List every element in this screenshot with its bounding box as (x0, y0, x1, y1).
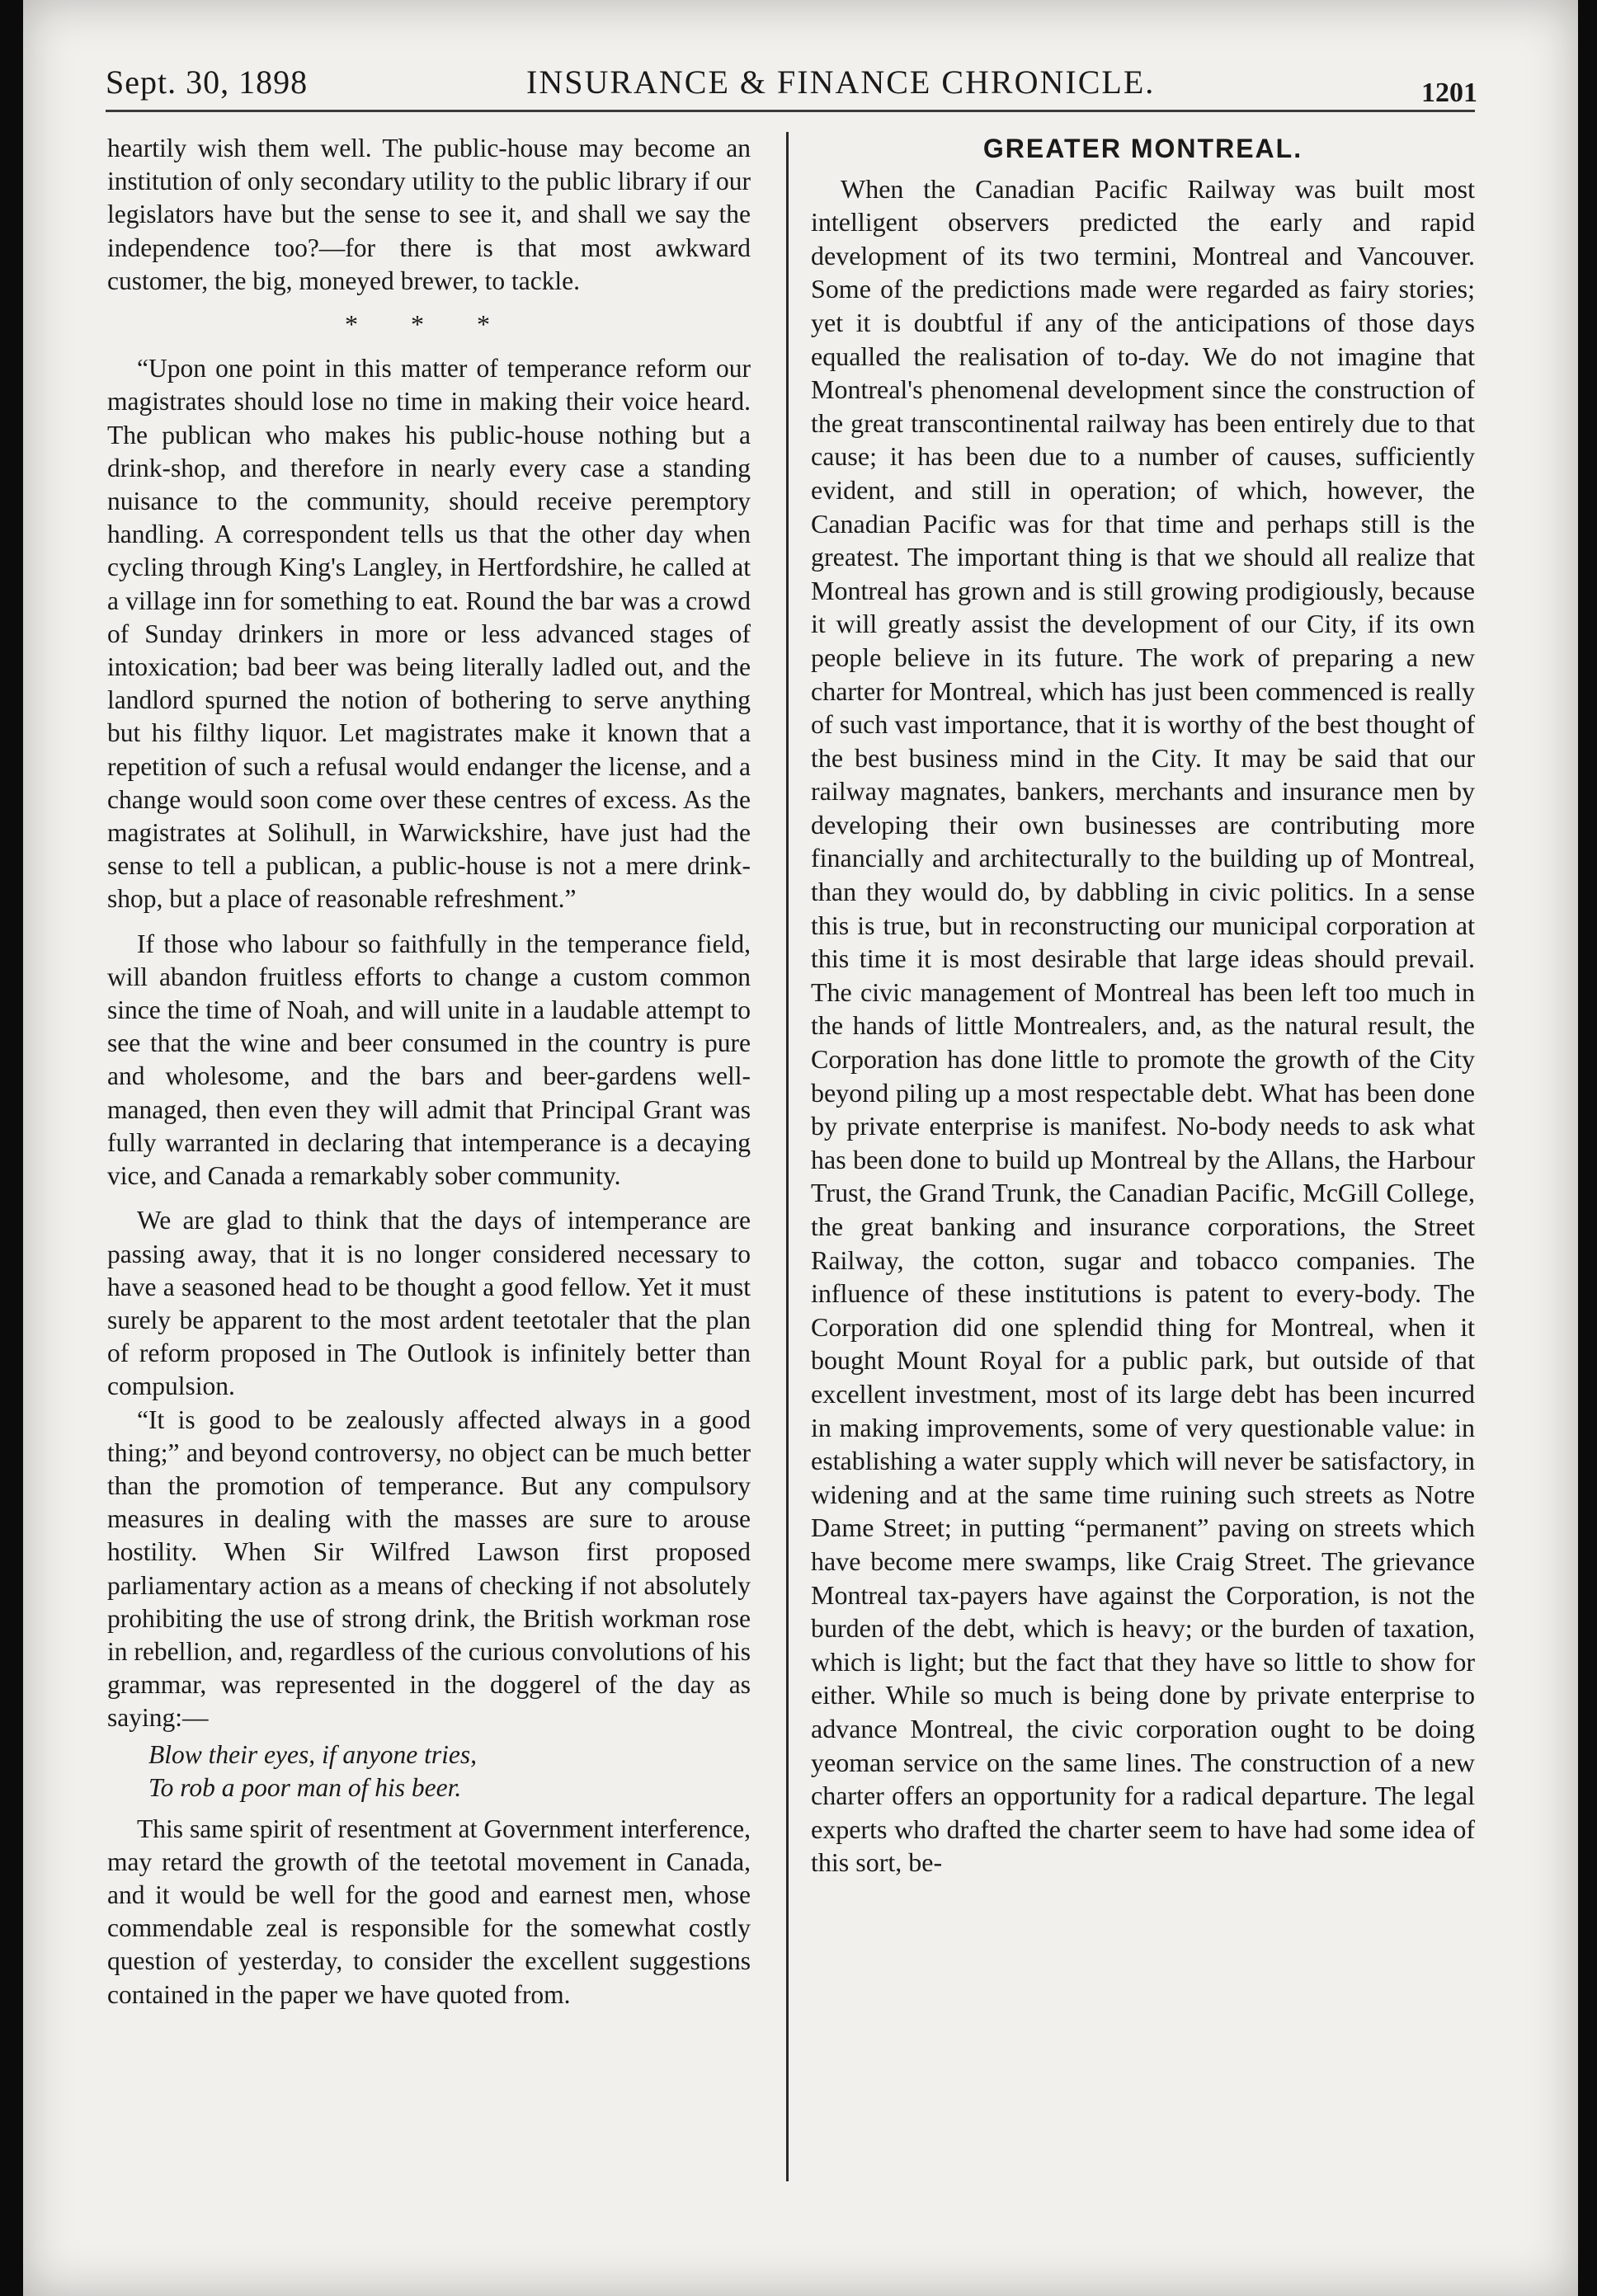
article-paragraph: “It is good to be zealously affected always in a good thing;” and beyond controversy, no object can be much better than the promotion of temperance. But any compulsory measures in dealing with the masses are sure to arouse hostility. When Sir Wilfred Lawson first proposed parliamentary action as a means of checking if not absolutely prohibiting the use of strong drink, the British workman rose in rebellion, and, regardless of the curious convolutions of his grammar, was represented in the doggerel of the day as saying:— (107, 1404, 751, 1733)
column-divider (786, 132, 789, 2181)
verse-quote (148, 1738, 751, 1804)
page-header (106, 56, 1508, 114)
header-rule (106, 110, 1475, 112)
article-paragraph: This same spirit of resentment at Government interference, may retard the growth of the teetotal movement in Canada, and it would be well for the good and earnest men, whose commendable zeal is responsible for the somewhat costly question of yesterday, to consider the excellent suggestions contained in the paper we have quoted from. (107, 1814, 751, 2009)
left-column (107, 132, 751, 2011)
section-separator: * * * (345, 309, 513, 340)
newspaper-page (23, 0, 1578, 2296)
verse-line: To rob a poor man of his beer. (148, 1772, 462, 1802)
article-paragraph: If those who labour so faithfully in the temperance field, will abandon fruitless efforts to change a custom common since the time of Noah, and will unite in a laudable attempt to see that the wine and beer consumed in the country is pure and wholesome, and the bars and beer-gardens well-managed, then even they will admit that Principal Grant was fully warranted in declaring that intemperance is a decaying vice, and Canada a remarkably sober community. (107, 929, 751, 1191)
article-paragraph: When the Canadian Pacific Railway was built most intelligent observers predicted the early and rapid development of its two termini, Montreal and Vancouver. Some of the predictions made were regarded as fairy stories; yet it is doubtful if any of the anticipations of those days equalled the realisation of to-day. We do not imagine that Montreal's phenomenal development since the construction of the great transcontinental railway has been entirely due to that cause; it has been due to a number of causes, sufficiently evident, and still in operation; of which, however, the Canadian Pacific was for that time and perhaps still is the greatest. The important thing is that we should all realize that Montreal has grown and is still growing prodigiously, because it will greatly assist the development of our City, if its own people believe in its future. The work of preparing a new charter for Montreal, which has just been commenced is really of such vast importance, that it is worthy of the best thought of the best business mind in the City. It may be said that our railway magnates, bankers, merchants and insurance men by developing their own businesses are contributing more financially and architecturally to the building up of Montreal, than they would do, by dabbling in civic politics. In a sense this is true, but in reconstructing our municipal corporation at this time it is most desirable that large ideas should prevail. The civic management of Montreal has been left too much in the hands of little Montrealers, and, as the natural result, the Corporation has done little to promote the growth of the City beyond piling up a most respectable debt. What has been done by private enterprise is manifest. No-body needs to ask what has been done to build up Montreal by the Allans, the Harbour Trust, the Grand Trunk, the Canadian Pacific, McGill College, the great banking and insurance corporations, the Street Railway, the cotton, sugar and tobacco companies. The influence of these institutions is patent to every-body. The Corporation did one splendid thing for Montreal, when it bought Mount Royal for a public park, but outside of that excellent investment, most of its large debt has been incurred in making improvements, some of very questionable value: in establishing a water supply which will never be satisfactory, in widening and at the same time ruining such streets as Notre Dame Street; in putting “permanent” paving on streets which have become mere swamps, like Craig Street. The grievance Montreal tax-payers have against the Corporation, is not the burden of the debt, which is heavy; or the burden of taxation, which is light; but the fact that they have so little to show for either. While so much is being done by private enterprise to advance Montreal, the civic corporation ought to be doing yeoman service on the same lines. The construction of a new charter offers an opportunity for a radical departure. The legal experts who drafted the charter seem to have had some idea of this sort, be- (811, 173, 1475, 1878)
verse-line: Blow their eyes, if anyone tries, (148, 1739, 478, 1769)
publication-title: INSURANCE & FINANCE CHRONICLE. (526, 64, 1156, 101)
article-heading: GREATER MONTREAL. (982, 134, 1303, 163)
article-paragraph: heartily wish them well. The public-house may become an institution of only secondary utility to the public library if our legislators have but the sense to see it, and shall we say the independence too?—for there is that most awkward customer, the big, moneyed brewer, to tackle. (107, 134, 751, 295)
issue-date: Sept. 30, 1898 (106, 64, 309, 101)
article-paragraph: We are glad to think that the days of intemperance are passing away, that it is no longer considered necessary to have a seasoned head to be thought a good fellow. Yet it must surely be apparent to the most ardent teetotaler that the plan of reform proposed in The Outlook is infinitely better than compulsion. (107, 1206, 751, 1401)
right-column (811, 132, 1475, 1880)
page-number: 1201 (1421, 78, 1477, 108)
article-paragraph: “Upon one point in this matter of temperance reform our magistrates should lose no time in making their voice heard. The publican who makes his public-house nothing but a drink-shop, and therefore in nearly every case a standing nuisance to the community, should receive peremptory handling. A correspondent tells us that the other day when cycling through King's Langley, in Hertfordshire, he called at a village inn for something to eat. Round the bar was a crowd of Sunday drinkers in more or less advanced stages of intoxication; bad beer was being literally ladled out, and the landlord spurned the notion of bothering to serve anything but his filthy liquor. Let magistrates make it known that a repetition of such a refusal would endanger the license, and a change would soon come over these centres of excess. As the magistrates at Solihull, in Warwickshire, have just had the sense to tell a publican, a public-house is not a mere drink-shop, but a place of reasonable refreshment.” (107, 354, 751, 914)
